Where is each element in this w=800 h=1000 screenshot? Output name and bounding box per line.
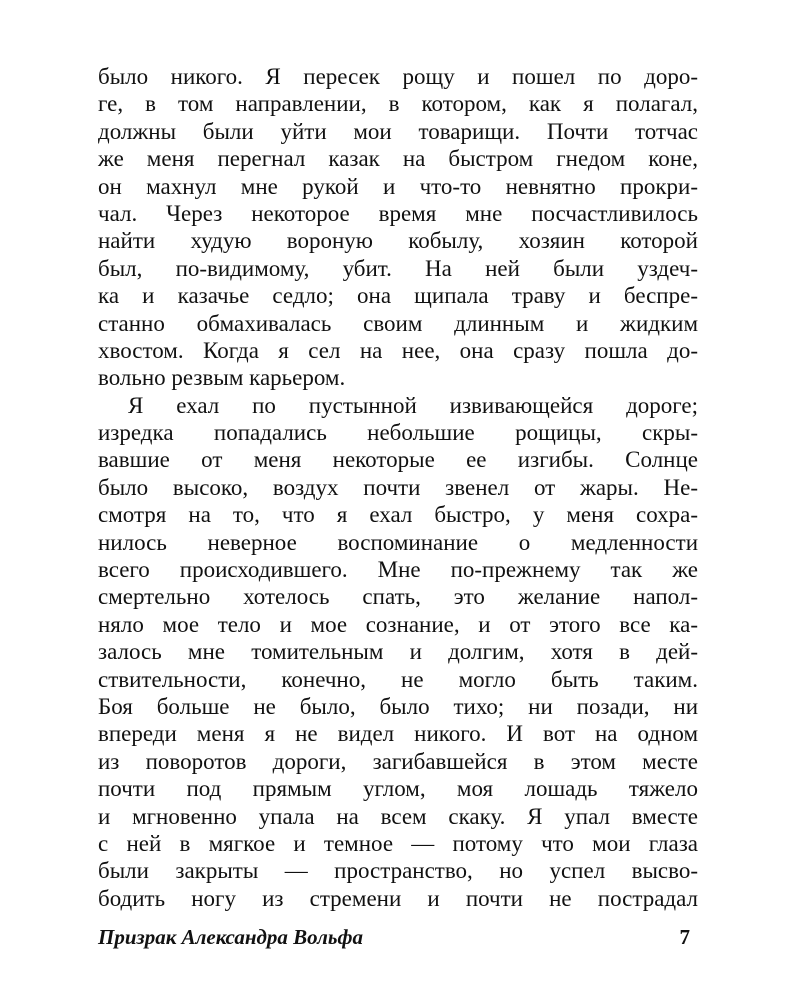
text-line: чал. Через некоторое время мне посчастливилось: [98, 200, 698, 226]
page-number: 7: [679, 925, 690, 949]
running-title: Призрак Александра Вольфа: [98, 925, 364, 949]
text-line: всего происходившего. Мне по-прежнему так же: [98, 557, 698, 583]
text-line: должны были уйти мои товарищи. Почти тотчас: [98, 118, 698, 144]
text-line: Я ехал по пустынной извивающейся дороге;: [128, 392, 698, 418]
text-line: смотря на то, что я ехал быстро, у меня сохра-: [98, 502, 698, 528]
text-line: станно обмахивалась своим длинным и жидким: [98, 310, 698, 336]
text-line: Боя больше не было, было тихо; ни позади, ни: [98, 693, 698, 719]
text-line: изредка попадались небольшие рощицы, скры-: [98, 420, 698, 446]
text-line: впереди меня я не видел никого. И вот на одном: [98, 721, 698, 747]
text-line: и мгновенно упала на всем скаку. Я упал вместе: [98, 803, 698, 829]
body-text: [98, 63, 698, 912]
text-line: с ней в мягкое и темное — потому что мои глаза: [98, 830, 698, 856]
text-line: ге, в том направлении, в котором, как я полагал,: [98, 91, 698, 117]
text-line: няло мое тело и мое сознание, и от этого все ка-: [98, 611, 698, 637]
text-line: были закрыты — пространство, но успел высво-: [98, 858, 698, 884]
text-line: он махнул мне рукой и что-то невнятно прокри-: [98, 173, 698, 199]
text-line: залось мне томительным и долгим, хотя в дей-: [98, 639, 698, 665]
text-line: почти под прямым углом, моя лошадь тяжело: [98, 776, 698, 802]
text-line: вольно резвым карьером.: [98, 365, 346, 391]
text-line: вавшие от меня некоторые ее изгибы. Солнце: [98, 447, 698, 473]
text-line: смертельно хотелось спать, это желание напол-: [98, 584, 698, 610]
text-line: нилось неверное воспоминание о медленности: [98, 529, 698, 555]
text-line: был, по-видимому, убит. На ней были уздеч-: [98, 255, 698, 281]
text-line: ка и казачье седло; она щипала траву и беспре-: [98, 283, 698, 309]
paragraph: [98, 63, 698, 392]
text-line: найти худую вороную кобылу, хозяин которой: [98, 228, 698, 254]
text-line: было высоко, воздух почти звенел от жары. Не-: [98, 474, 698, 500]
text-line: бодить ногу из стремени и почти не пострадал: [98, 885, 698, 911]
text-line: же меня перегнал казак на быстром гнедом коне,: [98, 146, 698, 172]
text-line: из поворотов дороги, загибавшейся в этом месте: [98, 748, 698, 774]
paragraph: [98, 392, 698, 912]
text-line: ствительности, конечно, не могло быть таким.: [98, 666, 698, 692]
page-footer: [98, 925, 698, 955]
text-line: хвостом. Когда я сел на нее, она сразу пошла до-: [98, 337, 698, 363]
text-line: было никого. Я пересек рощу и пошел по доро-: [98, 64, 698, 89]
